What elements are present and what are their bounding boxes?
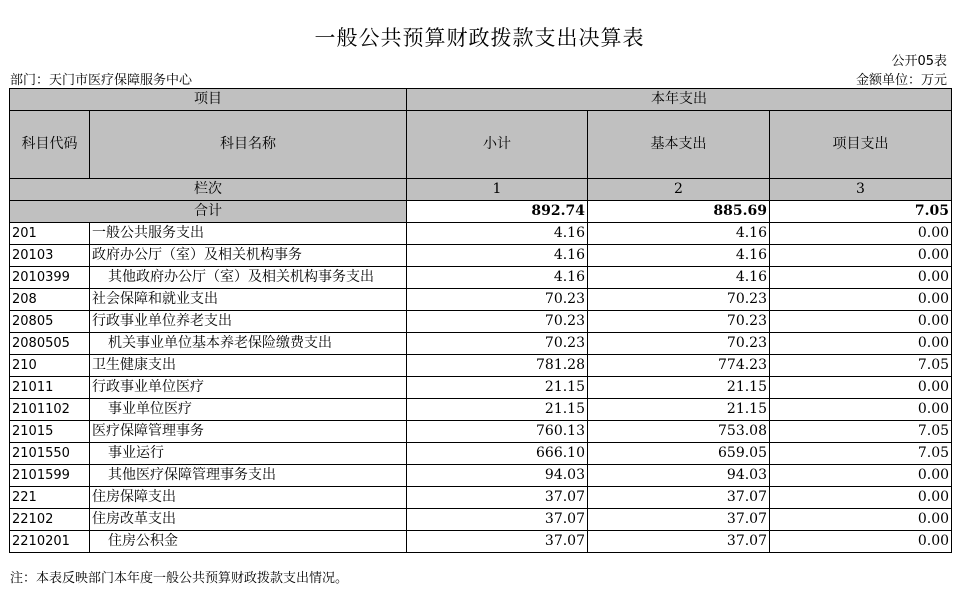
subtotal-header: 小计 bbox=[407, 111, 588, 179]
row-code: 2101599 bbox=[10, 465, 90, 487]
table-row bbox=[10, 443, 952, 465]
row-name: 卫生健康支出 bbox=[90, 355, 407, 377]
table-row bbox=[10, 509, 952, 531]
row-name: 其他医疗保障管理事务支出 bbox=[90, 465, 407, 487]
page-title: 一般公共预算财政拨款支出决算表 bbox=[314, 26, 645, 50]
row-name: 住房改革支出 bbox=[90, 509, 407, 531]
row-name: 事业单位医疗 bbox=[90, 399, 407, 421]
row-code: 20103 bbox=[10, 245, 90, 267]
column-index-label: 栏次 bbox=[10, 179, 407, 201]
row-code: 208 bbox=[10, 289, 90, 311]
row-basic: 774.23 bbox=[588, 355, 770, 377]
row-program: 0.00 bbox=[770, 333, 952, 355]
row-subtotal: 760.13 bbox=[407, 421, 588, 443]
row-subtotal: 94.03 bbox=[407, 465, 588, 487]
row-basic: 753.08 bbox=[588, 421, 770, 443]
column-index-row bbox=[10, 179, 952, 201]
row-name: 其他政府办公厅（室）及相关机构事务支出 bbox=[90, 267, 407, 289]
row-name: 医疗保障管理事务 bbox=[90, 421, 407, 443]
table-row bbox=[10, 377, 952, 399]
footnote: 注：本表反映部门本年度一般公共预算财政拨款支出情况。 bbox=[10, 571, 349, 586]
table-row bbox=[10, 267, 952, 289]
row-basic: 70.23 bbox=[588, 311, 770, 333]
row-program: 7.05 bbox=[770, 443, 952, 465]
row-subtotal: 4.16 bbox=[407, 223, 588, 245]
column-index-1: 1 bbox=[407, 179, 588, 201]
row-program: 0.00 bbox=[770, 311, 952, 333]
department-label: 部门：天门市医疗保障服务中心 bbox=[10, 73, 193, 88]
row-name: 社会保障和就业支出 bbox=[90, 289, 407, 311]
row-code: 210 bbox=[10, 355, 90, 377]
total-label: 合计 bbox=[10, 201, 407, 223]
table-row bbox=[10, 487, 952, 509]
row-subtotal: 4.16 bbox=[407, 245, 588, 267]
row-program: 0.00 bbox=[770, 531, 952, 553]
basic-header: 基本支出 bbox=[588, 111, 770, 179]
row-basic: 4.16 bbox=[588, 245, 770, 267]
row-code: 22102 bbox=[10, 509, 90, 531]
row-basic: 70.23 bbox=[588, 333, 770, 355]
row-code: 221 bbox=[10, 487, 90, 509]
row-name: 行政事业单位医疗 bbox=[90, 377, 407, 399]
table-row bbox=[10, 289, 952, 311]
program-header: 项目支出 bbox=[770, 111, 952, 179]
row-program: 7.05 bbox=[770, 421, 952, 443]
current-year-expense-header: 本年支出 bbox=[407, 89, 952, 111]
row-code: 2101102 bbox=[10, 399, 90, 421]
row-program: 0.00 bbox=[770, 465, 952, 487]
row-subtotal: 4.16 bbox=[407, 267, 588, 289]
project-header: 项目 bbox=[10, 89, 407, 111]
table-row bbox=[10, 245, 952, 267]
expense-table bbox=[9, 88, 952, 553]
row-subtotal: 70.23 bbox=[407, 289, 588, 311]
row-name: 一般公共服务支出 bbox=[90, 223, 407, 245]
table-row bbox=[10, 399, 952, 421]
form-number: 公开05表 bbox=[891, 54, 947, 69]
row-name: 政府办公厅（室）及相关机构事务 bbox=[90, 245, 407, 267]
total-program: 7.05 bbox=[770, 201, 952, 223]
row-program: 0.00 bbox=[770, 223, 952, 245]
row-basic: 4.16 bbox=[588, 267, 770, 289]
row-name: 行政事业单位养老支出 bbox=[90, 311, 407, 333]
table-row bbox=[10, 465, 952, 487]
row-basic: 21.15 bbox=[588, 399, 770, 421]
row-basic: 21.15 bbox=[588, 377, 770, 399]
row-subtotal: 666.10 bbox=[407, 443, 588, 465]
row-subtotal: 21.15 bbox=[407, 377, 588, 399]
row-program: 0.00 bbox=[770, 289, 952, 311]
row-basic: 659.05 bbox=[588, 443, 770, 465]
row-code: 2010399 bbox=[10, 267, 90, 289]
row-basic: 4.16 bbox=[588, 223, 770, 245]
row-code: 20805 bbox=[10, 311, 90, 333]
row-program: 0.00 bbox=[770, 377, 952, 399]
row-basic: 37.07 bbox=[588, 487, 770, 509]
row-program: 0.00 bbox=[770, 487, 952, 509]
code-header: 科目代码 bbox=[10, 111, 90, 179]
row-subtotal: 21.15 bbox=[407, 399, 588, 421]
unit-label: 金额单位：万元 bbox=[855, 73, 947, 88]
total-row bbox=[10, 201, 952, 223]
row-name: 事业运行 bbox=[90, 443, 407, 465]
name-header: 科目名称 bbox=[90, 111, 407, 179]
row-basic: 70.23 bbox=[588, 289, 770, 311]
row-code: 2101550 bbox=[10, 443, 90, 465]
row-name: 住房保障支出 bbox=[90, 487, 407, 509]
column-index-2: 2 bbox=[588, 179, 770, 201]
header-row-2 bbox=[10, 111, 952, 179]
row-subtotal: 37.07 bbox=[407, 487, 588, 509]
row-code: 2210201 bbox=[10, 531, 90, 553]
row-subtotal: 70.23 bbox=[407, 311, 588, 333]
row-name: 住房公积金 bbox=[90, 531, 407, 553]
row-subtotal: 70.23 bbox=[407, 333, 588, 355]
row-program: 7.05 bbox=[770, 355, 952, 377]
row-program: 0.00 bbox=[770, 399, 952, 421]
row-program: 0.00 bbox=[770, 267, 952, 289]
total-basic: 885.69 bbox=[588, 201, 770, 223]
row-code: 201 bbox=[10, 223, 90, 245]
row-program: 0.00 bbox=[770, 245, 952, 267]
row-basic: 94.03 bbox=[588, 465, 770, 487]
row-name: 机关事业单位基本养老保险缴费支出 bbox=[90, 333, 407, 355]
row-basic: 37.07 bbox=[588, 509, 770, 531]
row-code: 21015 bbox=[10, 421, 90, 443]
row-basic: 37.07 bbox=[588, 531, 770, 553]
table-row bbox=[10, 355, 952, 377]
row-code: 2080505 bbox=[10, 333, 90, 355]
total-subtotal: 892.74 bbox=[407, 201, 588, 223]
row-subtotal: 37.07 bbox=[407, 531, 588, 553]
row-code: 21011 bbox=[10, 377, 90, 399]
table-row bbox=[10, 333, 952, 355]
row-program: 0.00 bbox=[770, 509, 952, 531]
table-row bbox=[10, 421, 952, 443]
table-row bbox=[10, 531, 952, 553]
header-row-1 bbox=[10, 89, 952, 111]
column-index-3: 3 bbox=[770, 179, 952, 201]
table-row bbox=[10, 223, 952, 245]
table-row bbox=[10, 311, 952, 333]
row-subtotal: 781.28 bbox=[407, 355, 588, 377]
row-subtotal: 37.07 bbox=[407, 509, 588, 531]
